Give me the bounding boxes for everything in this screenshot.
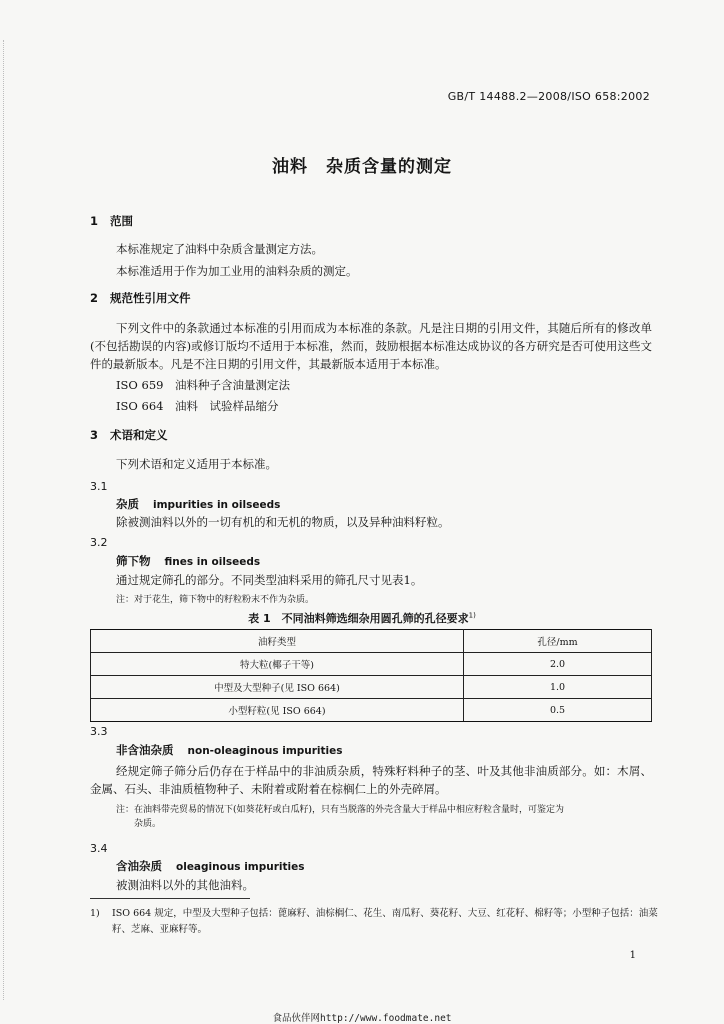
section-number: 3 <box>90 428 99 442</box>
table-header-row <box>91 630 652 653</box>
definition: 经规定筛子筛分后仍存在于样品中的非油质杂质，特殊籽料种子的茎、叶及其他非油质部分。如：木屑、金属、石头、非油质植物种子、未附着或附着在棕榈仁上的外壳碎屑。 <box>90 764 652 796</box>
note: 注：在油料带壳贸易的情况下(如葵花籽或白瓜籽)，只有当脱落的外壳含量大于样品中相应籽粒含量时，可鉴定为 杂质。 <box>116 805 565 829</box>
table-cell: 2.0 <box>464 653 652 676</box>
section-number: 2 <box>90 291 99 305</box>
table-cell: 中型及大型种子(见 ISO 664) <box>91 676 464 699</box>
scan-edge-line <box>3 40 4 1000</box>
section-title: 术语和定义 <box>110 428 168 442</box>
column-header: 孔径/mm <box>464 630 652 653</box>
standard-code: GB/T 14488.2—2008/ISO 658:2002 <box>447 90 650 103</box>
page-number: 1 <box>629 950 636 961</box>
sieve-table <box>90 629 652 722</box>
document-page: GB/T 14488.2—2008/ISO 658:2002 油料 杂质含量的测定 1 范围 本标准规定了油料中杂质含量测定方法。 本标准适用于作为加工业用的油料杂质的测定。 2 规范性引用文件 下列文件中的条款通过本标准的引用而成为本标准的条款。凡是注日期的引用文件，其随后所有的修改单(不包括勘误的内容)或修订版均不适用于本标准，然而，鼓励根据本标准达成协议的各方研究是否可使用这些文件的最新版本。凡是不注日期的引用文件，其最新版本适用于本标准。 ISO 659 油料种子含油量测定法 ISO 664 油料 试验样品缩分 3 术语和定义 下列术语和定义适用于本标准。 3.1 杂质 impurities in oilseeds 除被测油料以外的一切有机的和无机的物质，以及异种油料籽粒。 3.2 筛下物 fines in oilseeds 通过规定筛孔的部分。不同类型油料采用的筛孔尺寸见表1。 注：对于花生，筛下物中的籽粒粉末不作为杂质。 表 1 不同油料筛选细杂用圆孔筛的孔径要求$^{1)}$ 油籽类型 孔径/mm 特大粒(椰子干等) 2.0 中型及大型种子(见 ISO 664) 1.0 小型籽粒(见 ISO 664) 0.5 3.3 非含油杂质 non-oleaginous impurities 经规定筛子筛分后仍存在于样品中的非油质杂质，特殊籽料种子的茎、叶及其他非油质部分。如：木屑、金属、石头、非油质植物种子、未附着或附着在棕榈仁上的外壳碎屑。 注：在油料带壳贸易的情况下(如葵花籽或白瓜籽)，只有当脱落的外壳含量大于样品中相应籽粒含量时，可鉴定为 杂质。 3.4 含油杂质 oleaginous impurities 被测油料以外的其他油料。 1) ISO 664 规定，中型及大型种子包括：蓖麻籽、油棕榈仁、花生、南瓜籽、葵花籽、大豆、红花籽、棉籽等；小型种子包括：油菜籽、芝麻、亚麻籽等。 1 食品伙伴网http://www.foodmate.net <box>0 0 724 1024</box>
footnote <box>90 906 660 938</box>
table-cell: 特大粒(椰子干等) <box>91 653 464 676</box>
table-row <box>91 699 652 722</box>
paragraph: 下列文件中的条款通过本标准的引用而成为本标准的条款。凡是注日期的引用文件，其随后所有的修改单(不包括勘误的内容)或修订版均不适用于本标准，然而，鼓励根据本标准达成协议的各方研究是否可使用这些文件的最新版本。凡是不注日期的引用文件，其最新版本适用于本标准。 <box>90 321 652 371</box>
section-title: 范围 <box>110 214 133 228</box>
footer-watermark: 食品伙伴网http://www.foodmate.net <box>272 1013 452 1024</box>
column-header: 油籽类型 <box>91 630 464 653</box>
table-row <box>91 653 652 676</box>
footnote-text: ISO 664 规定，中型及大型种子包括：蓖麻籽、油棕榈仁、花生、南瓜籽、葵花籽、大豆、红花籽、棉籽等；小型种子包括：油菜籽、芝麻、亚麻籽等。 <box>112 908 658 935</box>
section-number: 1 <box>90 214 99 228</box>
footnote-mark: 1) <box>90 908 100 919</box>
page-title: 油料 杂质含量的测定 <box>272 157 452 177</box>
table-row <box>91 676 652 699</box>
table-caption: 表 1 不同油料筛选细杂用圆孔筛的孔径要求$^{1)}$ <box>248 611 476 625</box>
section-title: 规范性引用文件 <box>110 291 191 305</box>
footnote-rule <box>90 898 250 899</box>
table-cell: 0.5 <box>464 699 652 722</box>
table-cell: 1.0 <box>464 676 652 699</box>
table-cell: 小型籽粒(见 ISO 664) <box>91 699 464 722</box>
